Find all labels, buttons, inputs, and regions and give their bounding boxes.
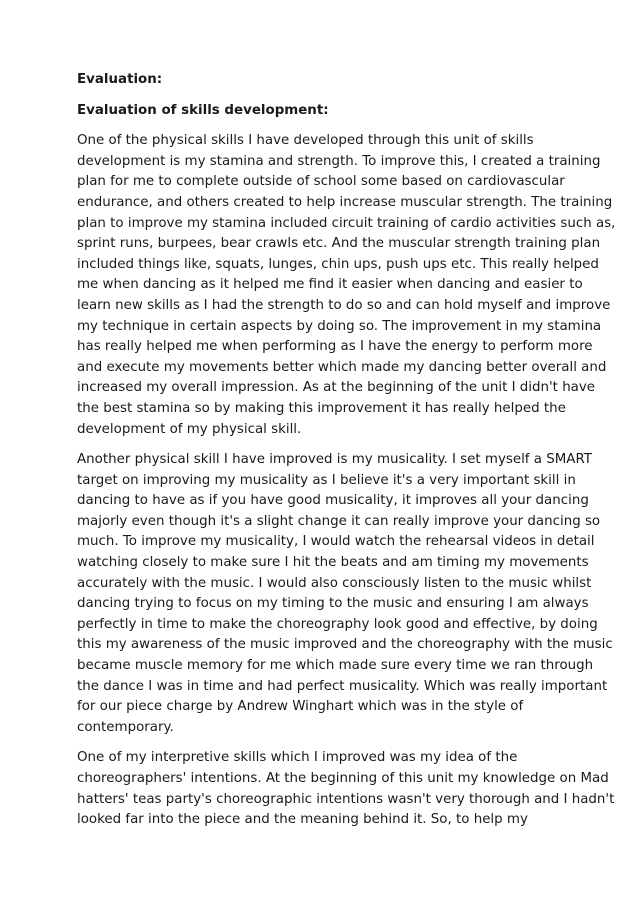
text-line: hatters' teas party's choreographic intentions wasn't very thorough and I hadn't	[77, 791, 615, 807]
text-line: the best stamina so by making this improvement it has really helped the	[77, 400, 566, 416]
paragraph-musicality	[77, 450, 613, 738]
text-line: Another physical skill I have improved is my musicality. I set myself a SMART	[77, 452, 592, 468]
text-line: development is my stamina and strength. To improve this, I created a training	[77, 153, 601, 169]
text-line: plan for me to complete outside of school some based on cardiovascular	[77, 174, 565, 190]
text-line: One of my interpretive skills which I improved was my idea of the	[77, 750, 518, 766]
heading-skills-development: Evaluation of skills development:	[77, 102, 329, 118]
text-line: much. To improve my musicality, I would watch the rehearsal videos in detail	[77, 534, 595, 550]
heading-evaluation: Evaluation:	[77, 72, 163, 87]
text-line: this my awareness of the music improved and the choreography with the music	[77, 637, 613, 653]
text-line: choreographers' intentions. At the beginning of this unit my knowledge on Mad	[77, 771, 609, 786]
text-line: dancing to have as if you have good musicality, it improves all your dancing	[77, 493, 589, 509]
text-line: One of the physical skills I have developed through this unit of skills	[77, 133, 534, 149]
paragraph-stamina	[77, 131, 616, 440]
text-line: became muscle memory for me which made sure every time we ran through	[77, 658, 594, 674]
text-line: target on improving my musicality as I believe it's a very important skill in	[77, 472, 576, 488]
text-line: watching closely to make sure I hit the beats and am timing my movements	[77, 555, 589, 571]
text-line: perfectly in time to make the choreography look good and effective, by doing	[77, 616, 598, 632]
text-line: plan to improve my stamina included circuit training of cardio activities such as,	[77, 215, 616, 231]
text-line: the dance I was in time and had perfect musicality. Which was really important	[77, 678, 608, 694]
text-line: dancing trying to focus on my timing to the music and ensuring I am always	[77, 596, 589, 612]
text-line: sprint runs, burpees, bear crawls etc. And the muscular strength training plan	[77, 236, 601, 252]
text-line: increased my overall impression. As at the beginning of the unit I didn't have	[77, 380, 596, 396]
document-page	[77, 70, 616, 841]
text-line: development of my physical skill.	[77, 421, 302, 437]
text-line: accurately with the music. I would also consciously listen to the music whilst	[77, 575, 592, 591]
text-line: included things like, squats, lunges, chin ups, push ups etc. This really helped	[77, 256, 599, 272]
text-line: for our piece charge by Andrew Winghart which was in the style of	[77, 699, 524, 715]
paragraph-interpretive	[77, 748, 615, 830]
text-line: me when dancing as it helped me find it easier when dancing and easier to	[77, 277, 583, 293]
text-line: learn new skills as I had the strength to do so and can hold myself and improve	[77, 297, 611, 313]
text-line: contemporary.	[77, 719, 174, 735]
text-line: and execute my movements better which made my dancing better overall and	[77, 359, 607, 375]
text-line: my technique in certain aspects by doing so. The improvement in my stamina	[77, 318, 602, 334]
text-line: looked far into the piece and the meaning behind it. So, to help my	[77, 812, 528, 828]
text-line: has really helped me when performing as I have the energy to perform more	[77, 339, 593, 355]
text-line: endurance, and others created to help increase muscular strength. The training	[77, 194, 613, 210]
text-line: majorly even though it's a slight change it can really improve your dancing so	[77, 513, 601, 529]
